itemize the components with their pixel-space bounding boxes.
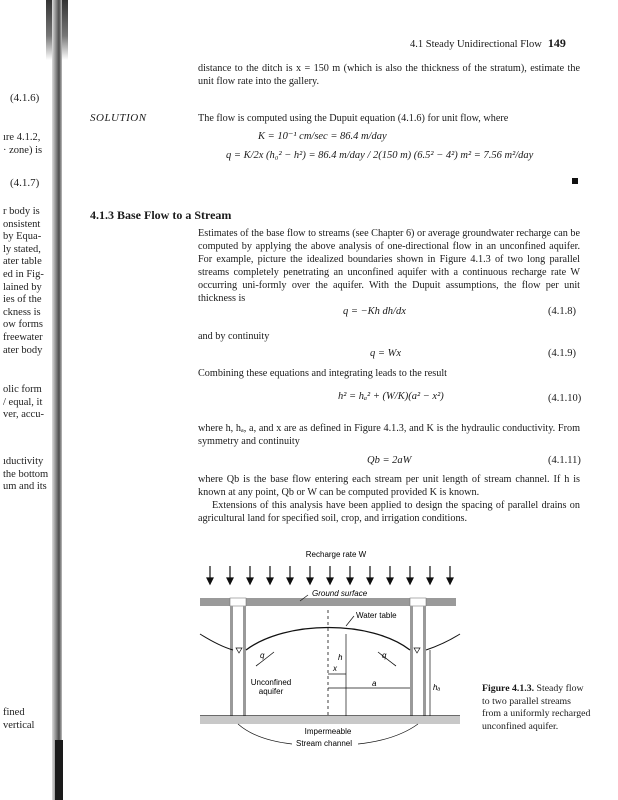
ground-band-left <box>200 598 230 606</box>
paragraph: Estimates of the base flow to streams (see Chapter 6) or average groundwater recharge can be computed by applying the above analysis of one-directional flow in an unconfined aquifer. For example, picture the idealized boundaries shown in Figure 4.1.3 of two long parallel streams completely penetrating an unconfined aquifer with a continuous recharge rate W occurring uni-formly over the aquifer. With the Dupuit assumptions, the flow per unit thickness is <box>198 228 580 304</box>
recharge-arrows <box>207 566 453 584</box>
equation-k: K = 10⁻¹ cm/sec = 86.4 m/day <box>258 131 387 142</box>
left-eq-label: (4.1.6) <box>10 92 40 104</box>
left-eq-label: (4.1.7) <box>10 177 40 189</box>
left-fragment: ıre 4.1.2, · zone) is <box>3 132 43 156</box>
book-spine-bottom <box>55 740 63 800</box>
equation-number: (4.1.11) <box>548 455 581 466</box>
equation-number: (4.1.10) <box>548 393 582 404</box>
equation-number: (4.1.9) <box>548 348 576 359</box>
left-fragment: fined vertical <box>3 707 35 731</box>
paragraph: Combining these equations and integrating leads to the result <box>198 368 447 379</box>
equation-4-1-10: h² = hₐ² + (W/K)(a² − x²) <box>338 391 444 402</box>
ground-band-right <box>426 598 456 606</box>
h-label: h <box>338 653 343 662</box>
stream-channel-label: Stream channel <box>295 739 353 748</box>
paragraph: where h, hₐ, a, and x are as defined in Figure 4.1.3, and K is the hydraulic conductivity. From symmetry and continuity <box>198 423 580 447</box>
section-title: 4.1.3 Base Flow to a Stream <box>90 208 232 222</box>
unconfined-label: Unconfined <box>250 678 292 687</box>
recharge-label: Recharge rate W <box>305 550 367 559</box>
left-fragment: olic form / equal, it ver, accu- <box>3 384 44 421</box>
intro-paragraph: distance to the ditch is x = 150 m (which is also the thickness of the stratum), estimate the unit flow rate into the gallery. <box>198 63 580 87</box>
running-header: 4.1 Steady Unidirectional Flow 149 <box>410 36 566 50</box>
left-fragment: r body is onsistent by Equa- ly stated, ater table ed in Fig- lained by ies of the ckness is ow forms freewater ater body <box>3 206 44 356</box>
q-right-label: q <box>382 651 387 660</box>
impermeable-label: Impermeable <box>304 727 352 736</box>
solution-label: SOLUTION <box>90 112 147 124</box>
equation-4-1-8: q = −Kh dh/dx <box>343 306 406 317</box>
book-spine <box>52 0 62 800</box>
ground-band-center <box>246 598 410 606</box>
aquifer-label: aquifer <box>258 687 284 696</box>
figure-4-1-3 <box>196 548 476 768</box>
q-left-label: q <box>260 651 265 660</box>
equation-4-1-11: Qb = 2aW <box>367 455 412 466</box>
x-label: x <box>333 664 337 673</box>
page-number: 149 <box>547 36 566 50</box>
solution-text: The flow is computed using the Dupuit equation (4.1.6) for unit flow, where <box>198 113 509 124</box>
equation-q: q = K/2x (h₀² − h²) = 86.4 m/day / 2(150 m) (6.5² − 4²) m² = 7.56 m²/day <box>226 150 534 161</box>
left-fragment: ıductivity the bottom um and its <box>3 456 49 493</box>
ha-label: hₐ <box>433 683 441 692</box>
paragraph: Extensions of this analysis have been applied to design the spacing of parallel drains on agricultural land for specified soil, crop, and irrigation conditions. <box>198 500 580 524</box>
paragraph: where Qb is the base flow entering each stream per unit length of stream channel. If h is known at any point, Qb or W can be computed provided K is known. <box>198 474 580 498</box>
figure-caption: Figure 4.1.3. Steady flow to two parallel streams from a uniformly recharged unconfined aquifer. <box>482 683 591 732</box>
paragraph: and by continuity <box>198 331 270 342</box>
end-of-solution-mark <box>572 178 578 184</box>
ground-surface-label: Ground surface <box>312 589 368 598</box>
water-table-label: Water table <box>356 611 397 620</box>
equation-4-1-9: q = Wx <box>370 348 401 359</box>
equation-number: (4.1.8) <box>548 306 576 317</box>
a-label: a <box>372 679 377 688</box>
